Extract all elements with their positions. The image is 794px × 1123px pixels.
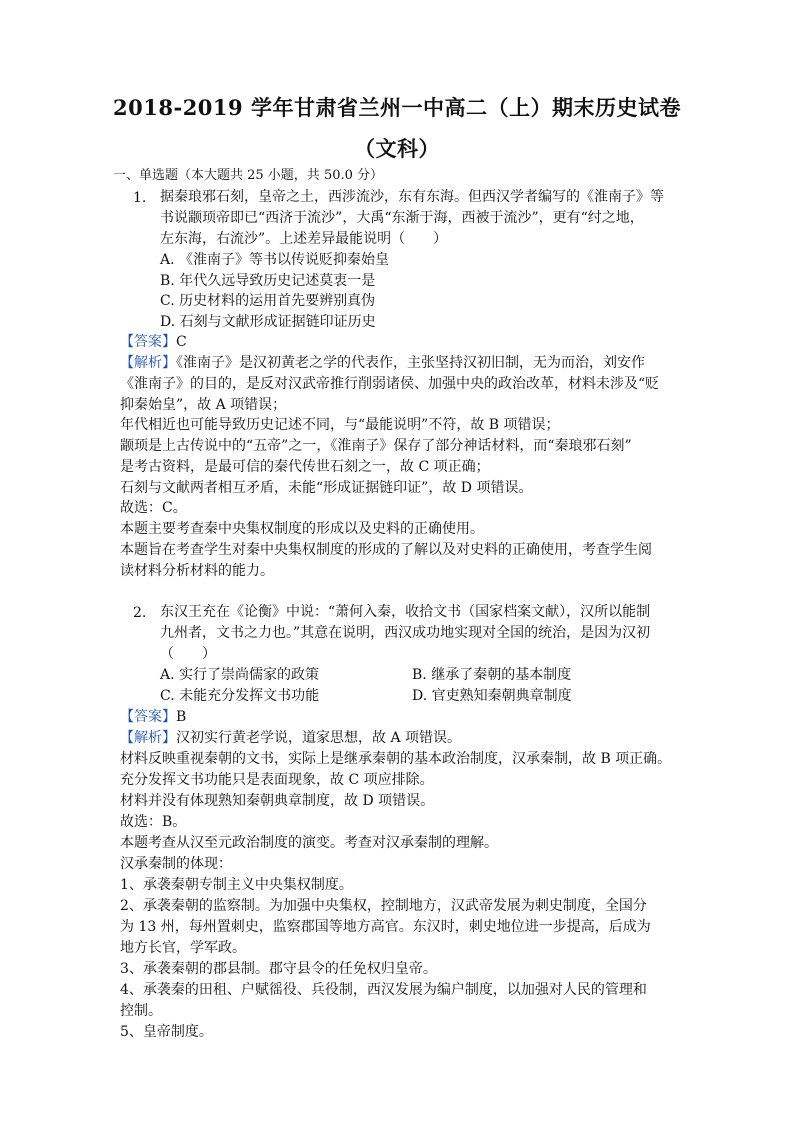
answer-label: 【答案】: [120, 334, 176, 350]
option-c: C. 历史材料的运用首先要辨别真伪: [160, 293, 376, 309]
analysis-line: 石刻与文献两者相互矛盾，未能“形成证据链印证”，故 D 项错误。: [120, 480, 533, 496]
analysis-line: [120, 354, 645, 372]
option-b: B. 年代久远导致历史记述莫衷一是: [160, 273, 376, 289]
analysis-line: 充分发挥文书功能只是表面现象，故 C 项应排除。: [120, 772, 434, 788]
question-stem-line: 书说颛顼帝即已“西济于流沙”，大禹“东渐于海，西被于流沙”，更有“纣之地，: [160, 210, 644, 226]
analysis-line: 本题考查从汉至元政治制度的演变。考查对汉承秦制的理解。: [120, 835, 498, 851]
page-title: 2018-2019 学年甘肃省兰州一中高二（上）期末历史试卷: [113, 95, 681, 120]
analysis-line: 4、承袭秦的田租、户赋徭役、兵役制，西汉发展为编户制度，以加强对人民的管理和: [120, 982, 647, 998]
option-c: C. 未能充分发挥文书功能: [160, 688, 320, 704]
analysis-line: 3、承袭秦朝的郡县制。郡守县令的任免权归皇帝。: [120, 961, 437, 977]
answer-label: 【答案】: [120, 709, 176, 725]
answer-line: [120, 333, 187, 351]
analysis-line: 2、承袭秦朝的监察制。为加强中央集权，控制地方，汉武帝发展为刺史制度，全国分: [120, 898, 647, 914]
answer-line: [120, 708, 186, 726]
analysis-line: 为 13 州，每州置刺史，监察郡国等地方高官。东汉时，刺史地位进一步提高，后成为: [120, 919, 651, 935]
option-a: A. 《淮南子》等书以传说贬抑秦始皇: [160, 252, 390, 268]
analysis-line: 读材料分析材料的能力。: [120, 563, 274, 579]
analysis-line: 颛顼是上古传说中的“五帝”之一，《淮南子》保存了部分神话材料，而“秦琅邪石刻”: [120, 438, 632, 454]
analysis-line: 5、皇帝制度。: [120, 1024, 213, 1040]
page-subtitle: （文科）: [354, 136, 440, 161]
analysis-label: 【解析】: [120, 355, 176, 371]
analysis-line: 1、承袭秦朝专制主义中央集权制度。: [120, 877, 353, 893]
question-stem-line: 左东海，右流沙”。上述差异最能说明（ ）: [160, 231, 448, 247]
option-d: D. 官吏熟知秦朝典章制度: [412, 688, 572, 704]
analysis-line: 故选：C。: [120, 500, 187, 516]
analysis-line: 故选：B。: [120, 814, 187, 830]
analysis-line: 材料反映重视秦朝的文书，实际上是继承秦朝的基本政治制度，汉承秦制，故 B 项正确。: [120, 751, 672, 767]
option-b: B. 继承了秦朝的基本制度: [412, 667, 572, 683]
analysis-label: 【解析】: [120, 730, 176, 746]
question-number: 1.: [133, 190, 147, 206]
answer-value: C: [176, 334, 187, 350]
answer-value: B: [176, 709, 187, 725]
analysis-line: 控制。: [120, 1003, 162, 1019]
analysis-line: 是考古资料，是最可信的秦代传世石刻之一，故 C 项正确；: [120, 459, 490, 475]
analysis-line: 年代相近也可能导致历史记述不同，与“最能说明”不符，故 B 项错误；: [120, 417, 560, 433]
analysis-line: 材料并没有体现熟知秦朝典章制度，故 D 项错误。: [120, 793, 435, 809]
analysis-line: 地方长官，学军政。: [120, 940, 246, 956]
question-stem-line: （ ）: [160, 646, 216, 662]
analysis-line: 本题主要考查秦中央集权制度的形成以及史料的正确使用。: [120, 521, 484, 537]
analysis-line: 汉承秦制的体现：: [120, 856, 232, 872]
analysis-line: [120, 729, 461, 747]
question-stem-line: 据秦琅邪石刻，皇帝之土，西涉流沙，东有东海。但西汉学者编写的《淮南子》等: [160, 189, 664, 205]
question-stem-line: 东汉王充在《论衡》中说：“萧何入秦，收拾文书（国家档案文献），汉所以能制: [160, 604, 651, 620]
option-a: A. 实行了崇尚儒家的政策: [160, 667, 320, 683]
analysis-line: 抑秦始皇”，故 A 项错误；: [120, 397, 287, 413]
analysis-line: 《淮南子》的目的，是反对汉武帝推行削弱诸侯、加强中央的政治改革，材料未涉及“贬: [120, 376, 660, 392]
section-heading: 一、单选题（本大题共 25 小题，共 50.0 分）: [113, 168, 384, 183]
analysis-text: 汉初实行黄老学说，道家思想，故 A 项错误。: [176, 730, 462, 746]
question-stem-line: 九州者，文书之力也。”其意在说明，西汉成功地实现对全国的统治，是因为汉初: [160, 625, 651, 641]
analysis-text: 《淮南子》是汉初黄老之学的代表作，主张坚持汉初旧制，无为而治，刘安作: [176, 355, 645, 371]
question-number: 2.: [133, 605, 147, 621]
option-d: D. 石刻与文献形成证据链印证历史: [160, 314, 376, 330]
analysis-line: 本题旨在考查学生对秦中央集权制度的形成的了解以及对史料的正确使用，考查学生阅: [120, 542, 652, 558]
